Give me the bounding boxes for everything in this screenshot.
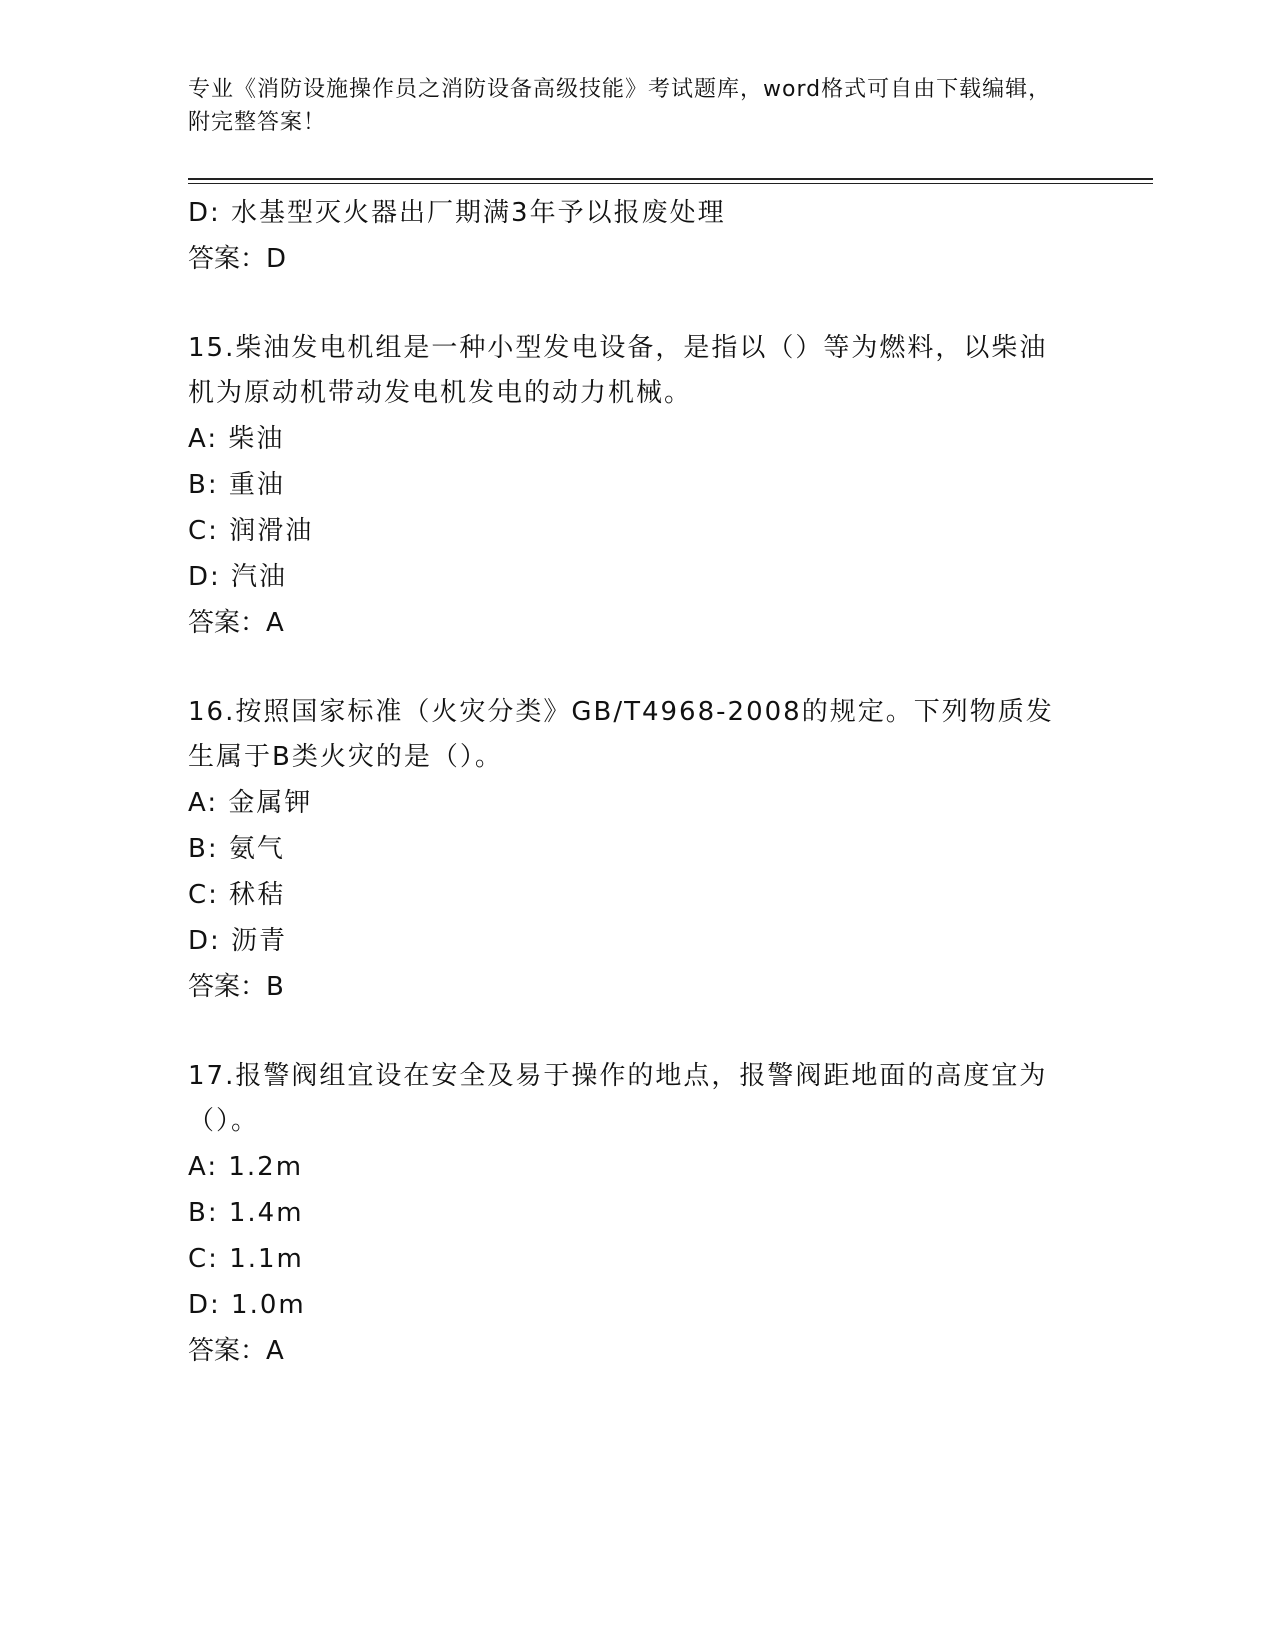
question-stem: 17.报警阀组宜设在安全及易于操作的地点，报警阀距地面的高度宜为（）。 (188, 1061, 1048, 1136)
option-line (188, 1190, 1088, 1236)
answer-line: 答案：A (188, 608, 284, 638)
option-label: A: (188, 788, 219, 818)
option-text: 沥青 (231, 926, 288, 956)
option-label: C: (188, 1244, 219, 1274)
option-line (188, 554, 1088, 600)
option-label: A: (188, 1152, 219, 1182)
question-stem: 16.按照国家标准（火灾分类》GB/T4968-2008的规定。下列物质发生属于B类火灾的是（）。 (188, 697, 1054, 772)
option-text: 润滑油 (229, 516, 314, 546)
question-content (188, 190, 1088, 1374)
option-label: B: (188, 1198, 219, 1228)
header-rule-thick (188, 178, 1153, 180)
option-text: 汽油 (231, 562, 288, 592)
page-header (188, 73, 1068, 139)
option-line (188, 1236, 1088, 1282)
option-text: 1.0m (231, 1290, 306, 1320)
option-label: D: (188, 1290, 221, 1320)
answer-line: 答案：A (188, 1336, 284, 1366)
option-label: B: (188, 470, 219, 500)
option-line (188, 508, 1088, 554)
option-line (188, 780, 1088, 826)
option-text: 秫秸 (229, 880, 286, 910)
option-line (188, 462, 1088, 508)
answer-line: 答案：D (188, 244, 287, 274)
option-line (188, 1144, 1088, 1190)
option-text: 金属钾 (228, 788, 313, 818)
option-line (188, 826, 1088, 872)
spacer (188, 646, 1088, 690)
option-line (188, 1282, 1088, 1328)
option-line (188, 872, 1088, 918)
option-label: A: (188, 424, 219, 454)
option-label: D: (188, 926, 221, 956)
option-text: 水基型灭火器出厂期满3年予以报废处理 (231, 198, 726, 228)
option-text: 柴油 (228, 424, 285, 454)
option-text: 1.4m (228, 1198, 304, 1228)
header-text: 专业《消防设施操作员之消防设备高级技能》考试题库，word格式可自由下载编辑，附完整答案！ (188, 77, 1052, 135)
question-stem: 15.柴油发电机组是一种小型发电设备，是指以（）等为燃料，以柴油机为原动机带动发电机发电的动力机械。 (188, 333, 1048, 408)
option-text: 重油 (228, 470, 285, 500)
answer-line: 答案：B (188, 972, 284, 1002)
option-label: B: (188, 834, 219, 864)
option-text: 氨气 (228, 834, 285, 864)
spacer (188, 282, 1088, 326)
option-line (188, 416, 1088, 462)
option-text: 1.1m (229, 1244, 304, 1274)
spacer (188, 1010, 1088, 1054)
option-label: D: (188, 562, 221, 592)
option-label: D: (188, 198, 221, 228)
header-rule-thin (188, 183, 1153, 184)
option-label: C: (188, 880, 219, 910)
option-text: 1.2m (228, 1152, 304, 1182)
option-line (188, 190, 1088, 236)
option-label: C: (188, 516, 219, 546)
option-line (188, 918, 1088, 964)
